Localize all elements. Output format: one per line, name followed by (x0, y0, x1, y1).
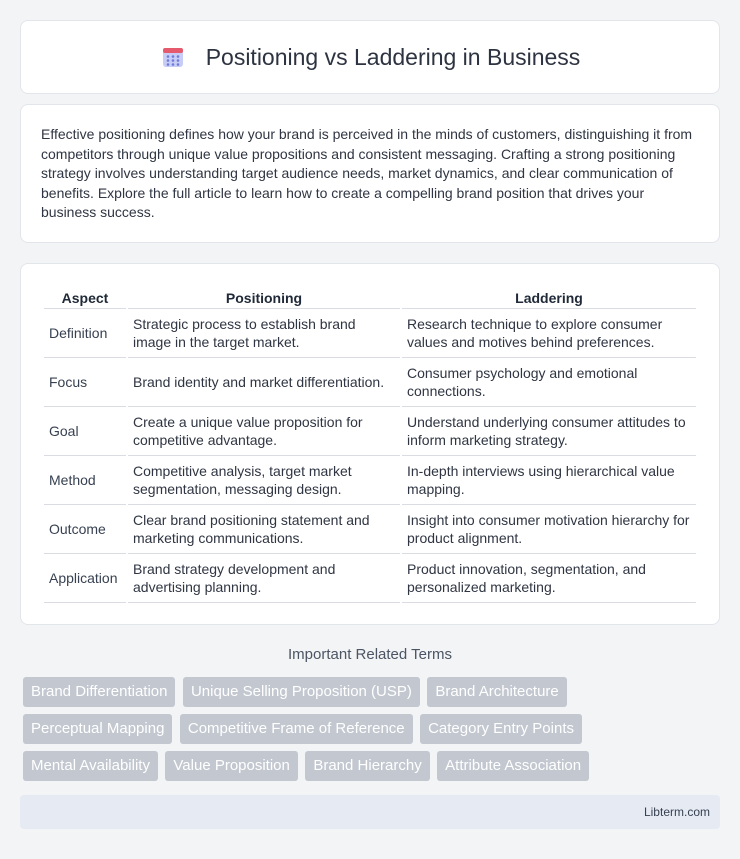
related-terms-list (23, 677, 723, 788)
aspect-cell: Definition (44, 309, 126, 358)
footer (20, 795, 720, 829)
comparison-card (20, 263, 720, 625)
laddering-cell: In-depth interviews using hierarchical value mapping. (402, 456, 696, 505)
table-header-row (44, 284, 696, 309)
related-term-tag[interactable]: Attribute Association (437, 751, 589, 781)
laddering-cell: Consumer psychology and emotional connections. (402, 358, 696, 407)
related-terms-heading: Important Related Terms (288, 646, 452, 663)
laddering-cell: Product innovation, segmentation, and personalized marketing. (402, 554, 696, 603)
table-row (44, 358, 696, 407)
related-term-tag[interactable]: Unique Selling Proposition (USP) (183, 677, 420, 707)
related-term-tag[interactable]: Brand Architecture (427, 677, 566, 707)
table-row (44, 407, 696, 456)
related-term-tag[interactable]: Competitive Frame of Reference (180, 714, 413, 744)
aspect-cell: Method (44, 456, 126, 505)
header-positioning: Positioning (128, 284, 400, 309)
related-term-tag[interactable]: Category Entry Points (420, 714, 582, 744)
related-term-tag[interactable]: Perceptual Mapping (23, 714, 172, 744)
related-term-tag[interactable]: Value Proposition (165, 751, 297, 781)
positioning-cell: Clear brand positioning statement and marketing communications. (128, 505, 400, 554)
laddering-cell: Insight into consumer motivation hierarchy for product alignment. (402, 505, 696, 554)
footer-site-link[interactable]: Libterm.com (643, 805, 710, 819)
table-row (44, 554, 696, 603)
aspect-cell: Focus (44, 358, 126, 407)
table-row (44, 505, 696, 554)
aspect-cell: Application (44, 554, 126, 603)
positioning-cell: Brand strategy development and advertising planning. (128, 554, 400, 603)
header-laddering: Laddering (402, 284, 696, 309)
related-term-tag[interactable]: Brand Differentiation (23, 677, 175, 707)
calendar-grid-icon (160, 44, 186, 70)
positioning-cell: Brand identity and market differentiation. (128, 358, 400, 407)
positioning-cell: Strategic process to establish brand image in the target market. (128, 309, 400, 358)
positioning-cell: Create a unique value proposition for competitive advantage. (128, 407, 400, 456)
intro-card (20, 104, 720, 243)
table-row (44, 456, 696, 505)
laddering-cell: Research technique to explore consumer values and motives behind preferences. (402, 309, 696, 358)
aspect-cell: Goal (44, 407, 126, 456)
aspect-cell: Outcome (44, 505, 126, 554)
intro-text: Effective positioning defines how your brand is perceived in the minds of customers, distinguishing it from competitors through unique value propositions and consistent messaging. Crafting a strong positioning strategy involves understanding target audience needs, market dynamics, and clear communication of benefits. Explore the full article to learn how to create a compelling brand position that drives your business success. (41, 126, 693, 220)
title-card (20, 20, 720, 94)
table-row (44, 309, 696, 358)
header-aspect: Aspect (44, 284, 126, 309)
laddering-cell: Understand underlying consumer attitudes to inform marketing strategy. (402, 407, 696, 456)
comparison-table (42, 284, 698, 603)
related-term-tag[interactable]: Brand Hierarchy (305, 751, 429, 781)
page-title: Positioning vs Laddering in Business (205, 43, 581, 70)
positioning-cell: Competitive analysis, target market segmentation, messaging design. (128, 456, 400, 505)
related-term-tag[interactable]: Mental Availability (23, 751, 158, 781)
